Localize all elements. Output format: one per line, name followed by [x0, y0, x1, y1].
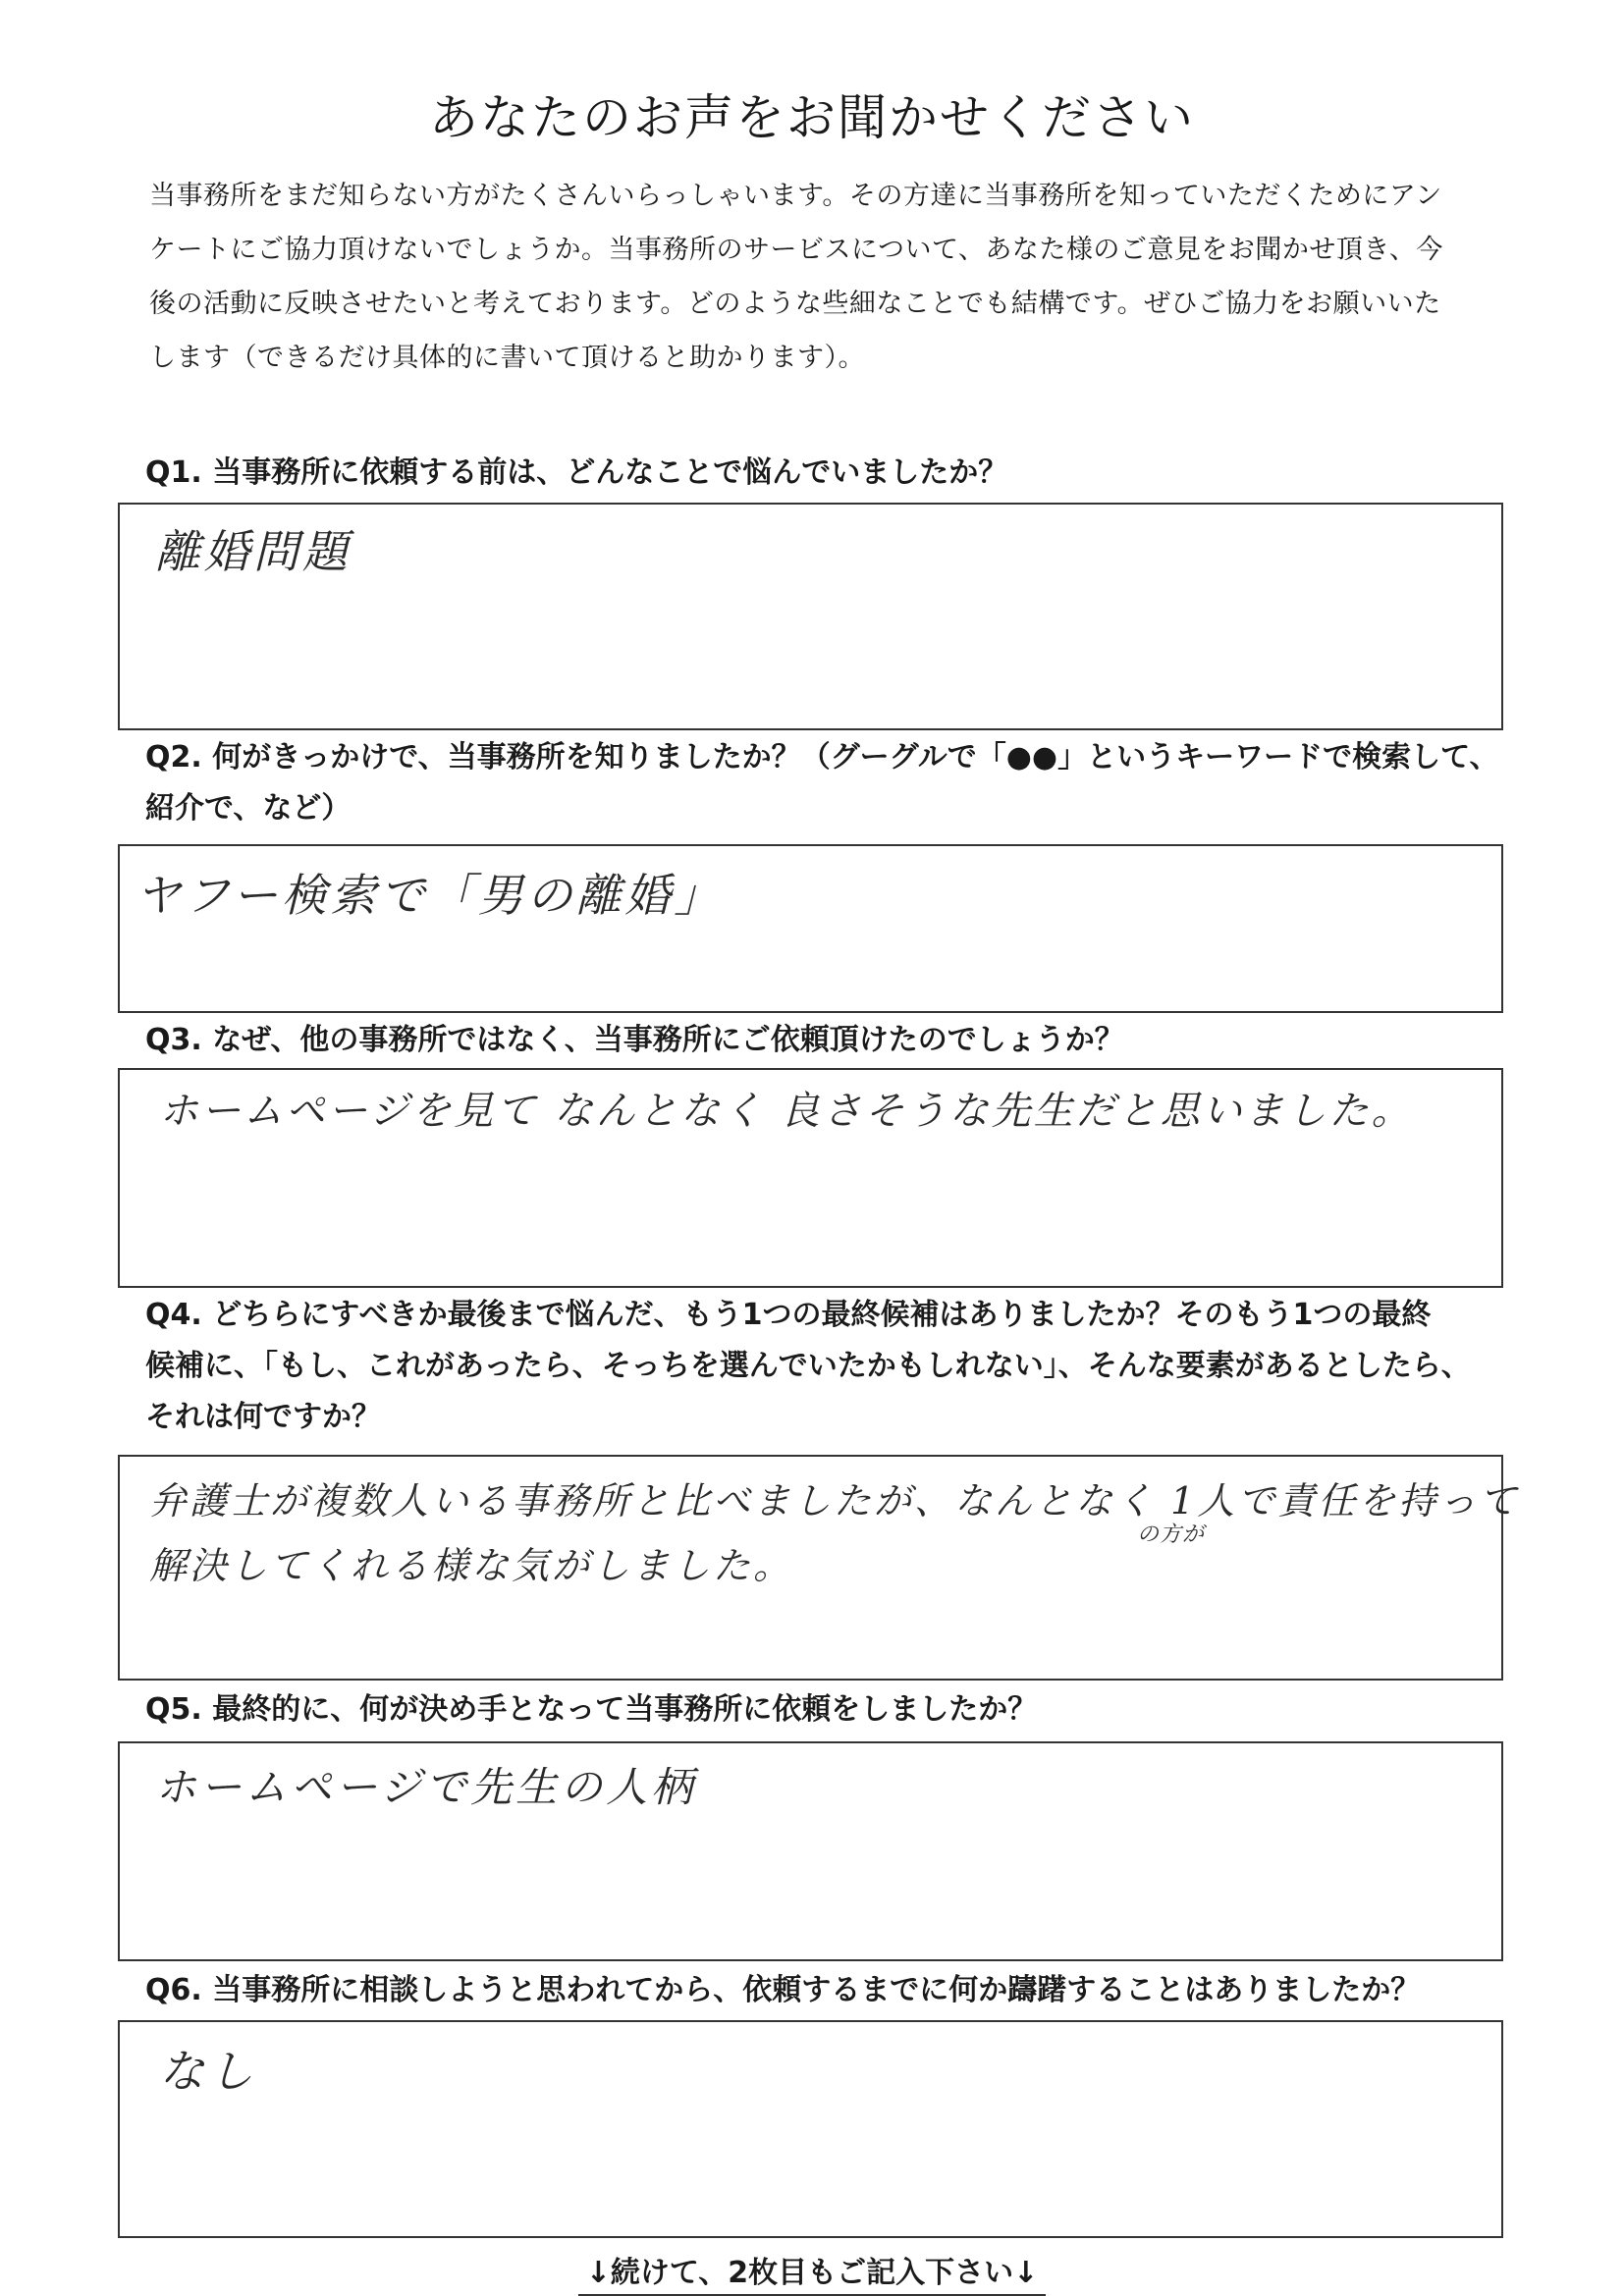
- question-5-text: Q5. 最終的に、何が決め手となって当事務所に依頼をしましたか？: [145, 1692, 1038, 1727]
- answer-4-line-2: 解決してくれる様な気がしました。: [149, 1544, 794, 1587]
- question-4: [145, 1290, 1500, 1443]
- question-1-text: Q1. 当事務所に依頼する前は、どんなことで悩んでいましたか？: [145, 455, 1008, 490]
- question-3-text: Q3. なぜ、他の事務所ではなく、当事務所にご依頼頂けたのでしょうか？: [145, 1023, 1124, 1057]
- answer-box-6[interactable]: [118, 2020, 1503, 2238]
- question-6-text: Q6. 当事務所に相談しようと思われてから、依頼するまでに何か躊躇することはありましたか？: [145, 1973, 1421, 2007]
- answer-box-3[interactable]: [118, 1068, 1503, 1288]
- answer-box-1[interactable]: [118, 503, 1503, 730]
- intro-line: 後の活動に反映させたいと考えております。どのような些細なことでも結構です。ぜひご協力をお願いいた: [149, 289, 1441, 319]
- question-4-line-2: 候補に、「もし、これがあったら、そっちを選んでいたかもしれない」、そんな要素があるとしたら、: [145, 1349, 1471, 1383]
- intro-line: ケートにご協力頂けないでしょうか。当事務所のサービスについて、あなた様のご意見をお聞かせ頂き、今: [149, 235, 1443, 265]
- answer-1-text: 離婚問題: [155, 525, 352, 578]
- answer-box-2[interactable]: [118, 844, 1503, 1013]
- intro-line: します（できるだけ具体的に書いて頂けると助かります）。: [149, 343, 865, 373]
- question-5: [145, 1684, 1500, 1735]
- continue-note-text: ↓続けて、2枚目もご記入下さい↓: [578, 2256, 1047, 2296]
- question-2-line-2: 紹介で、など）: [145, 791, 352, 826]
- question-3: [145, 1015, 1500, 1066]
- answer-4-insertion: の方が: [1137, 1522, 1206, 1547]
- answer-5-text: ホームページで先生の人柄: [155, 1763, 697, 1811]
- page-title: あなたのお声をお聞かせください: [429, 89, 1195, 146]
- intro-line: 当事務所をまだ知らない方がたくさんいらっしゃいます。その方達に当事務所を知っていただくためにアン: [149, 181, 1442, 211]
- answer-6-text: なし: [159, 2045, 257, 2098]
- question-4-line-1: Q4. どちらにすべきか最後まで悩んだ、もう1つの最終候補はありましたか？そのもう1つの最終: [145, 1298, 1432, 1332]
- question-2: [145, 732, 1500, 834]
- question-1: [145, 448, 1500, 499]
- intro-text: [149, 169, 1494, 385]
- answer-box-5[interactable]: [118, 1741, 1503, 1961]
- continue-note: [0, 2248, 1624, 2291]
- question-2-line-1: Q2. 何がきっかけで、当事務所を知りましたか？（グーグルで「●●」というキーワードで検索して、: [145, 740, 1499, 774]
- answer-3-text: ホームページを見て なんとなく 良さそうな先生だと思いました。: [159, 1089, 1414, 1134]
- answer-2-text: ヤフー検索で「男の離婚」: [135, 869, 724, 922]
- question-6: [145, 1965, 1500, 2016]
- question-4-line-3: それは何ですか？: [145, 1400, 381, 1434]
- answer-box-4[interactable]: [118, 1455, 1520, 1681]
- answer-4-line-1: 弁護士が複数人いる事務所と比べましたが、なんとなく 1人で責任を持って: [149, 1479, 1520, 1522]
